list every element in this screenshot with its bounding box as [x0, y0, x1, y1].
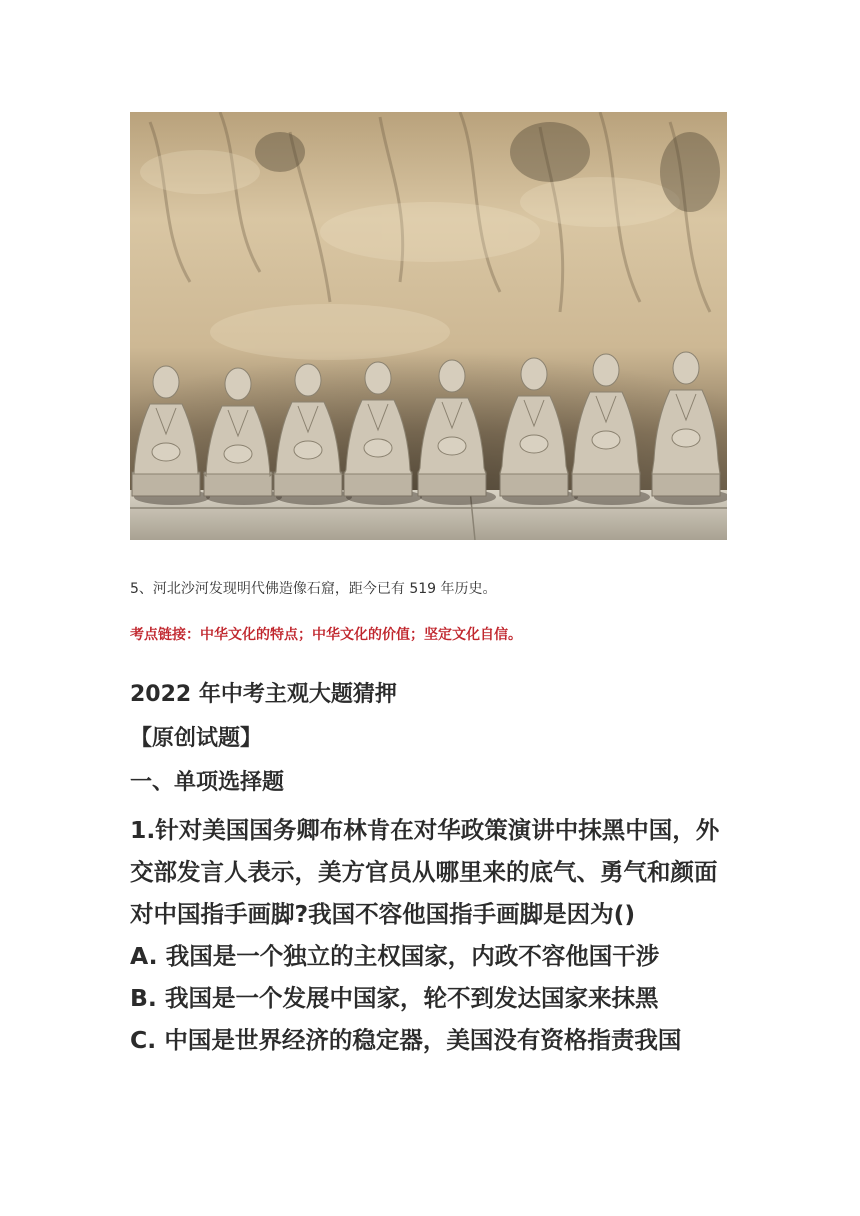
cave-statues-photo	[130, 112, 727, 540]
image-caption: 5、河北沙河发现明代佛造像石窟，距今已有 519 年历史。	[130, 581, 497, 597]
section-label-single-choice: 一、单项选择题	[130, 770, 285, 795]
question-1	[130, 809, 742, 1061]
option-c: C. 中国是世界经济的稳定器，美国没有资格指责我国	[130, 1026, 682, 1054]
question-stem-line: 对中国指手画脚?我国不容他国指手画脚是因为()	[130, 900, 636, 928]
option-a: A. 我国是一个独立的主权国家，内政不容他国干涉	[130, 942, 660, 970]
option-b: B. 我国是一个发展中国家，轮不到发达国家来抹黑	[130, 984, 659, 1012]
page-heading: 2022 年中考主观大题猜押	[130, 682, 397, 707]
section-label-original: 【原创试题】	[130, 726, 263, 751]
question-stem-line: 1.针对美国国务卿布林肯在对华政策演讲中抹黑中国，外	[130, 816, 720, 844]
question-stem-line: 交部发言人表示，美方官员从哪里来的底气、勇气和颜面	[130, 858, 718, 886]
exam-point-link: 考点链接：中华文化的特点；中华文化的价值；坚定文化自信。	[130, 627, 522, 643]
